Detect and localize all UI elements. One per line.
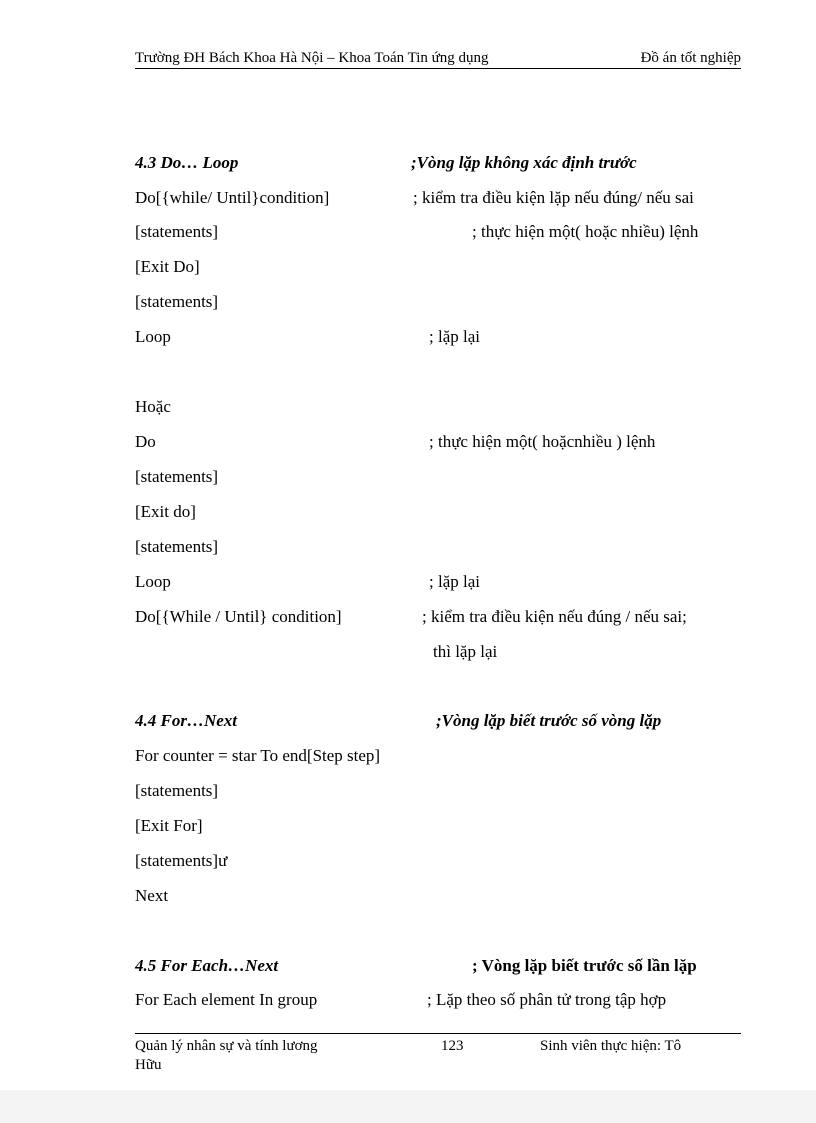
code-line: Next	[135, 886, 169, 905]
code-line: [statements]	[135, 781, 219, 800]
code-comment: ; lặp lại	[429, 327, 480, 346]
code-line: [statements]	[135, 537, 219, 556]
code-line: [Exit For]	[135, 816, 203, 835]
code-line: Do	[135, 432, 156, 451]
page-header	[135, 48, 741, 69]
code-comment: ; thực hiện một( hoặcnhiều ) lệnh	[429, 432, 656, 451]
code-comment: ; lặp lại	[429, 572, 480, 591]
code-line: Do[{While / Until} condition]	[135, 607, 342, 626]
footer-page-number: 123	[441, 1038, 464, 1054]
footer-divider	[135, 1033, 741, 1034]
footer-left-line1: Quản lý nhân sự và tính lương	[135, 1038, 318, 1054]
code-line: [Exit do]	[135, 502, 196, 521]
section-4-4-title: 4.4 For…Next	[135, 711, 237, 730]
code-comment: ; Lặp theo số phân tử trong tập hợp	[427, 990, 667, 1009]
code-line: For Each element In group	[135, 990, 318, 1009]
header-right-text: Đồ án tốt nghiệp	[640, 50, 741, 66]
section-4-5-title-comment: ; Vòng lặp biết trước số lần lặp	[472, 956, 697, 975]
code-line: [statements]	[135, 292, 219, 311]
section-4-5-title: 4.5 For Each…Next	[135, 956, 279, 975]
section-4-3-title: 4.3 Do… Loop	[135, 153, 239, 172]
section-4-4-title-comment: ;Vòng lặp biết trước số vòng lặp	[436, 711, 662, 730]
code-line: [statements]ư	[135, 851, 228, 870]
code-line: For counter = star To end[Step step]	[135, 746, 381, 765]
code-line: Do[{while/ Until}condition]	[135, 188, 330, 207]
section-4-3-title-comment: ;Vòng lặp không xác định trước	[411, 153, 637, 172]
footer-right-text: Sinh viên thực hiện: Tô	[540, 1038, 682, 1054]
code-comment-continuation: thì lặp lại	[433, 642, 498, 661]
code-line: [Exit Do]	[135, 257, 200, 276]
code-line: Loop	[135, 572, 171, 591]
code-comment: ; kiểm tra điều kiện lặp nếu đúng/ nếu sai	[413, 188, 694, 207]
code-comment: ; kiểm tra điều kiện nếu đúng / nếu sai;	[422, 607, 687, 626]
code-line: [statements]	[135, 222, 219, 241]
page-bottom-shade	[0, 1090, 816, 1123]
code-comment: ; thực hiện một( hoặc nhiều) lệnh	[472, 222, 699, 241]
code-line: [statements]	[135, 467, 219, 486]
code-line: Loop	[135, 327, 171, 346]
or-label: Hoặc	[135, 397, 171, 416]
header-left-text: Trường ĐH Bách Khoa Hà Nội – Khoa Toán Tin ứng dụng	[135, 50, 489, 66]
footer-left-line2: Hữu	[135, 1057, 162, 1073]
